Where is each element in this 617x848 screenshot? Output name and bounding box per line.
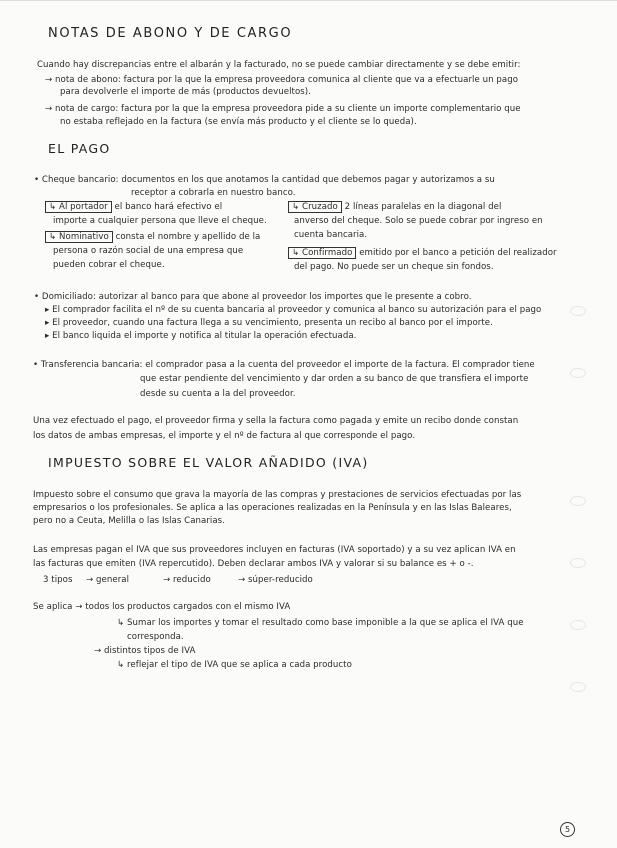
binder-hole xyxy=(570,368,586,378)
iva-tipo-reducido: → reducido xyxy=(163,575,211,585)
portador-text-2: importe a cualquier persona que lleve el cheque. xyxy=(53,216,267,226)
section-title-pago: EL PAGO xyxy=(48,141,111,156)
section-title-iva: IMPUESTO SOBRE EL VALOR AÑADIDO (IVA) xyxy=(48,455,369,470)
portador-text-1: el banco hará efectivo el xyxy=(114,202,223,212)
nota-abono-line-2: para devolverle el importe de más (productos devueltos). xyxy=(60,87,311,97)
notas-intro: Cuando hay discrepancias entre el albarán y la facturado, no se puede cambiar directamente y se debe emitir: xyxy=(37,60,521,70)
page-title: NOTAS DE ABONO Y DE CARGO xyxy=(48,26,293,41)
portador-label: ↳ Al portador xyxy=(45,201,112,213)
iva-empresas-line-1: Las empresas pagan el IVA que sus proveedores incluyen en facturas (IVA soportado) y a su vez aplican IVA en xyxy=(33,545,516,555)
confirmado-text-2: del pago. No puede ser un cheque sin fondos. xyxy=(294,262,494,272)
iva-definicion-line-1: Impuesto sobre el consumo que grava la mayoría de las compras y prestaciones de servicios efectuadas por las xyxy=(33,490,522,500)
cheque-intro-line-2: receptor a cobrarla en nuestro banco. xyxy=(131,188,296,198)
nota-cargo-line-1: → nota de cargo: factura por la que la empresa proveedora pide a su cliente un importe complementario que xyxy=(45,104,521,114)
transferencia-line-2: que estar pendiente del vencimiento y dar orden a su banco de que transfiera el importe xyxy=(140,374,529,384)
iva-tipo-general: → general xyxy=(86,575,130,585)
iva-aplica-line-2: ↳ Sumar los importes y tomar el resultado como base imponible a la que se aplica el IVA que xyxy=(117,618,524,628)
cruzado-text-3: cuenta bancaria. xyxy=(294,230,368,240)
binder-hole xyxy=(570,682,586,692)
nominativo-text-3: pueden cobrar el cheque. xyxy=(53,260,165,270)
cheque-cruzado xyxy=(288,201,501,213)
binder-hole xyxy=(570,558,586,568)
cheque-nominativo xyxy=(45,231,260,243)
page-top-edge xyxy=(0,0,617,1)
nota-abono-line-1: → nota de abono: factura por la que la empresa proveedora comunica al cliente que va a efectuarle un pago xyxy=(45,75,519,85)
efectuado-line-2: los datos de ambas empresas, el importe y el nº de factura al que corresponde el pago. xyxy=(33,431,416,441)
cheque-confirmado xyxy=(288,247,557,259)
transferencia-line-3: desde su cuenta a la del proveedor. xyxy=(140,389,296,399)
confirmado-text-1: emitido por el banco a petición del realizador xyxy=(359,248,557,258)
cruzado-label: ↳ Cruzado xyxy=(288,201,342,213)
binder-hole xyxy=(570,620,586,630)
transferencia-line-1: • Transferencia bancaria: el comprador pasa a la cuenta del proveedor el importe de la factura. El comprador tiene xyxy=(33,360,535,370)
cheque-portador xyxy=(45,201,222,213)
iva-empresas-line-2: las facturas que emiten (IVA repercutido). Deben declarar ambos IVA y valorar si su balance es + o -. xyxy=(33,559,474,569)
binder-hole xyxy=(570,306,586,316)
iva-aplica-line-3: corresponda. xyxy=(127,632,184,642)
domiciliado-line-1: • Domiciliado: autorizar al banco para que abone al proveedor los importes que le presente a cobro. xyxy=(34,292,472,302)
iva-aplica-line-1: Se aplica → todos los productos cargados con el mismo IVA xyxy=(33,602,291,612)
iva-definicion-line-2: empresarios o los profesionales. Se aplica a las operaciones realizadas en la Península y en las Islas Baleares, xyxy=(33,503,512,513)
iva-aplica-line-5: ↳ reflejar el tipo de IVA que se aplica a cada producto xyxy=(117,660,352,670)
page-number: 5 xyxy=(560,822,575,837)
cheque-intro-line-1: • Cheque bancario: documentos en los que anotamos la cantidad que debemos pagar y autorizamos a su xyxy=(34,175,495,185)
domiciliado-line-3: ▸ El proveedor, cuando una factura llega a su vencimiento, presenta un recibo al banco por el importe. xyxy=(45,318,493,328)
nota-cargo-line-2: no estaba reflejado en la factura (se envía más producto y el cliente se lo queda). xyxy=(60,117,417,127)
iva-tipos-label: 3 tipos xyxy=(43,575,73,585)
nominativo-text-1: consta el nombre y apellido de la xyxy=(115,232,261,242)
nominativo-label: ↳ Nominativo xyxy=(45,231,113,243)
domiciliado-line-4: ▸ El banco liquida el importe y notifica al titular la operación efectuada. xyxy=(45,331,357,341)
iva-definicion-line-3: pero no a Ceuta, Melilla o las Islas Canarias. xyxy=(33,516,225,526)
iva-tipo-super-reducido: → súper-reducido xyxy=(238,575,313,585)
cruzado-text-1: 2 líneas paralelas en la diagonal del xyxy=(344,202,502,212)
iva-aplica-line-4: → distintos tipos de IVA xyxy=(94,646,196,656)
nominativo-text-2: persona o razón social de una empresa que xyxy=(53,246,244,256)
domiciliado-line-2: ▸ El comprador facilita el nº de su cuenta bancaria al proveedor y comunica al banco su autorización para el pago xyxy=(45,305,542,315)
cruzado-text-2: anverso del cheque. Solo se puede cobrar por ingreso en xyxy=(294,216,543,226)
efectuado-line-1: Una vez efectuado el pago, el proveedor firma y sella la factura como pagada y emite un recibo donde constan xyxy=(33,416,519,426)
confirmado-label: ↳ Confirmado xyxy=(288,247,356,259)
binder-hole xyxy=(570,496,586,506)
